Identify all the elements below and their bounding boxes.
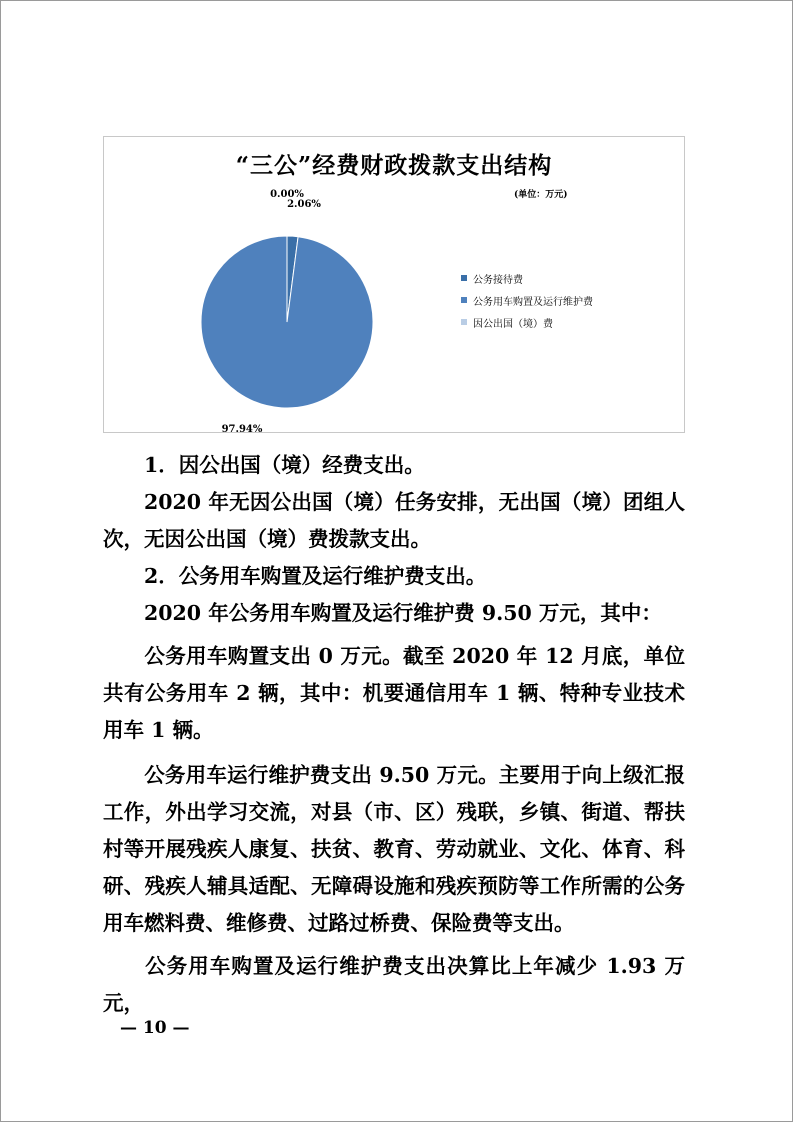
legend-label: 公务接待费 xyxy=(473,274,523,286)
page-number: — 10 — xyxy=(120,1018,190,1038)
legend-item xyxy=(461,311,593,333)
legend-item xyxy=(461,267,593,289)
paragraph-4 xyxy=(103,595,685,632)
legend-label: 因公出国（境）费 xyxy=(473,318,553,330)
pie-chart xyxy=(103,136,685,433)
paragraph-1-text: 1．因公出国（境）经费支出。 xyxy=(144,453,425,477)
legend-swatch xyxy=(461,275,467,281)
pie-slice xyxy=(201,236,373,408)
paragraph-2 xyxy=(103,484,685,558)
paragraph-7 xyxy=(103,948,685,1022)
paragraph-7-text: 公务用车购置及运行维护费支出决算比上年减少 1.93 万元， xyxy=(103,954,685,1015)
paragraph-6-text: 公务用车运行维护费支出 9.50 万元。主要用于向上级汇报工作，外出学习交流，对县（市、区）残联，乡镇、街道、帮扶村等开展残疾人康复、扶贫、教育、劳动就业、文化、体育、科研、残疾人辅具适配、无障碍设施和残疾预防等工作所需的公务用车燃料费、维修费、过路过桥费、保险费等支出。 xyxy=(103,763,685,935)
paragraph-6 xyxy=(103,757,685,942)
legend-item xyxy=(461,289,593,311)
legend-swatch xyxy=(461,297,467,303)
legend-label: 公务用车购置及运行维护费 xyxy=(473,296,593,308)
slice-label: 97.94% xyxy=(221,424,263,432)
paragraph-3-text: 2．公务用车购置及运行维护费支出。 xyxy=(144,564,487,588)
paragraph-4-text: 2020 年公务用车购置及运行维护费 9.50 万元，其中： xyxy=(144,601,662,625)
paragraph-5 xyxy=(103,638,685,749)
slice-label: 0.00% xyxy=(270,189,304,200)
legend-swatch xyxy=(461,319,467,325)
chart-title: “三公”经费财政拨款支出结构 xyxy=(235,152,553,179)
paragraph-3 xyxy=(103,558,685,595)
chart-unit: (单位：万元) xyxy=(514,190,568,200)
chart-legend xyxy=(461,267,593,333)
paragraph-2-text: 2020 年无因公出国（境）任务安排，无出国（境）团组人次，无因公出国（境）费拨款支出。 xyxy=(103,490,685,551)
pie-svg xyxy=(104,137,684,432)
paragraph-1 xyxy=(103,447,685,484)
paragraph-5-text: 公务用车购置支出 0 万元。截至 2020 年 12 月底，单位共有公务用车 2 辆，其中：机要通信用车 1 辆、特种专业技术用车 1 辆。 xyxy=(103,644,685,742)
slice-label: 2.06% xyxy=(287,199,321,210)
